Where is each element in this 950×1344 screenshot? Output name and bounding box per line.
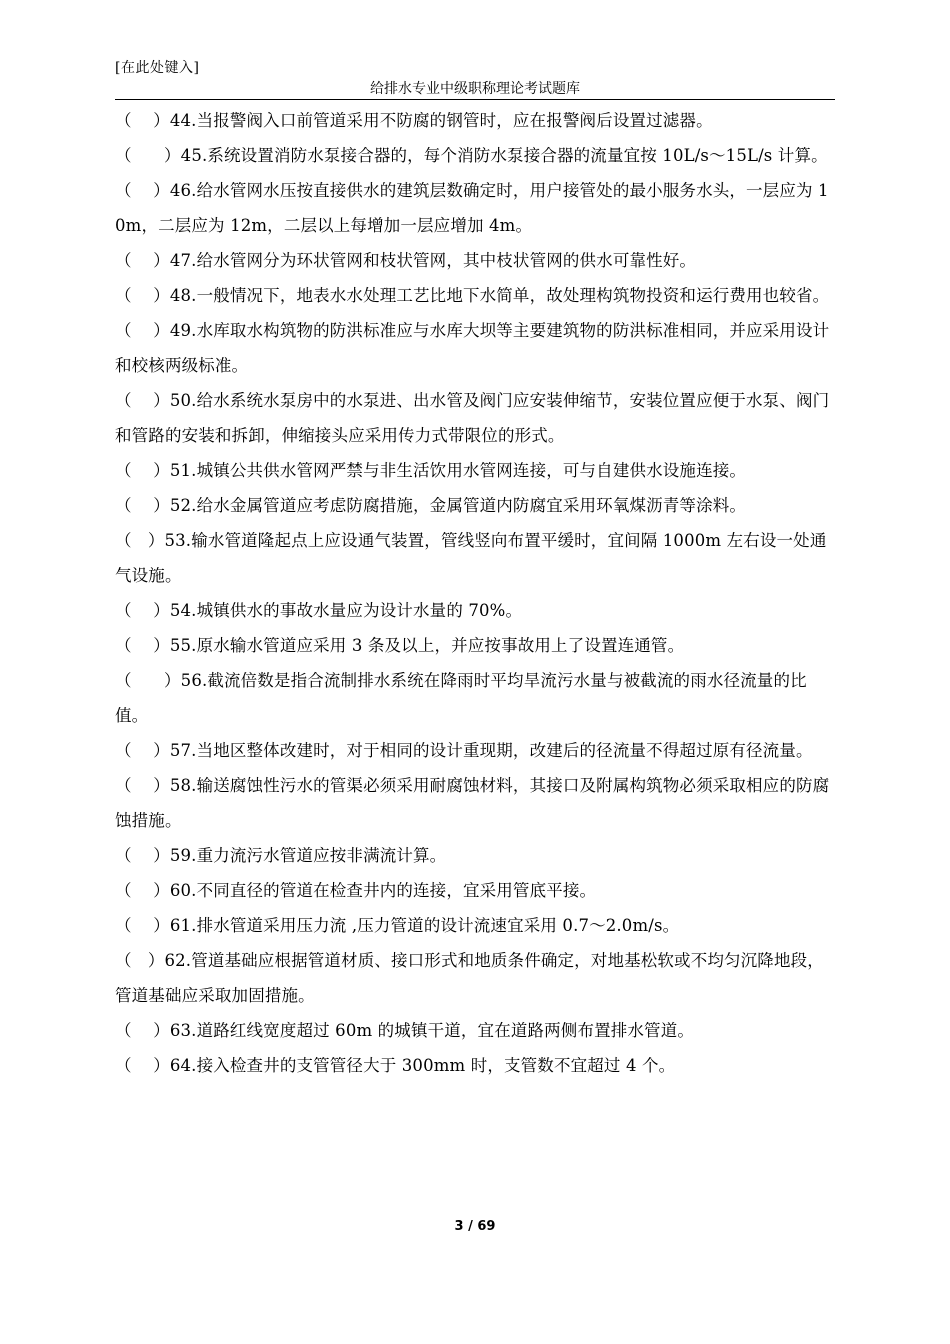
answer-blank: （ ）: [115, 321, 170, 340]
question-item: [115, 768, 838, 838]
question-text: 56.截流倍数是指合流制排水系统在降雨时平均旱流污水量与被截流的雨水径流量的比值。: [115, 671, 807, 725]
question-text: 61.排水管道采用压力流 ,压力管道的设计流速宜采用 0.7～2.0m/s。: [169, 916, 680, 935]
question-list: [115, 103, 838, 1083]
page-number: 3: [454, 1219, 464, 1234]
question-item: [115, 1013, 838, 1048]
question-item: [115, 243, 838, 278]
header-divider: [115, 99, 835, 100]
question-item: [115, 1048, 838, 1083]
page-separator: /: [468, 1219, 473, 1234]
question-item: [115, 908, 838, 943]
question-text: 50.给水系统水泵房中的水泵进、出水管及阀门应安装伸缩节，安装位置应便于水泵、阀门和管路的安装和拆卸，伸缩接头应采用传力式带限位的形式。: [115, 391, 830, 445]
header-title: 给排水专业中级职称理论考试题库: [370, 81, 580, 97]
question-text: 52.给水金属管道应考虑防腐措施，金属管道内防腐宜采用环氧煤沥青等涂料。: [169, 496, 747, 515]
question-text: 57.当地区整体改建时，对于相同的设计重现期，改建后的径流量不得超过原有径流量。: [169, 741, 813, 760]
answer-blank: （ ）: [115, 916, 170, 935]
answer-blank: （ ）: [115, 601, 170, 620]
question-item: [115, 733, 838, 768]
question-text: 49.水库取水构筑物的防洪标准应与水库大坝等主要建筑物的防洪标准相同，并应采用设计和校核两级标准。: [115, 321, 830, 375]
question-item: [115, 523, 838, 593]
answer-blank: （ ）: [115, 496, 170, 515]
total-pages: 69: [477, 1219, 496, 1234]
question-item: [115, 873, 838, 908]
header-placeholder: [在此处键入]: [115, 60, 200, 76]
question-item: [115, 943, 838, 1013]
question-text: 58.输送腐蚀性污水的管渠必须采用耐腐蚀材料，其接口及附属构筑物必须采取相应的防腐蚀措施。: [115, 776, 830, 830]
question-item: [115, 278, 838, 313]
question-item: [115, 383, 838, 453]
question-text: 59.重力流污水管道应按非满流计算。: [169, 846, 447, 865]
answer-blank: （ ）: [115, 461, 170, 480]
answer-blank: （ ）: [115, 776, 170, 795]
question-item: [115, 103, 838, 138]
answer-blank: （ ）: [115, 881, 170, 900]
answer-blank: （ ）: [115, 951, 165, 970]
answer-blank: （ ）: [115, 1021, 170, 1040]
answer-blank: （ ）: [115, 671, 181, 690]
question-text: 64.接入检查井的支管管径大于 300mm 时，支管数不宜超过 4 个。: [169, 1056, 676, 1075]
answer-blank: （ ）: [115, 531, 165, 550]
question-item: [115, 488, 838, 523]
question-item: [115, 628, 838, 663]
question-item: [115, 838, 838, 873]
answer-blank: （ ）: [115, 391, 170, 410]
question-text: 54.城镇供水的事故水量应为设计水量的 70%。: [169, 601, 523, 620]
question-text: 63.道路红线宽度超过 60m 的城镇干道，宜在道路两侧布置排水管道。: [169, 1021, 695, 1040]
page-footer: [0, 1219, 950, 1234]
question-text: 55.原水输水管道应采用 3 条及以上，并应按事故用上了设置连通管。: [169, 636, 685, 655]
question-item: [115, 173, 838, 243]
question-text: 44.当报警阀入口前管道采用不防腐的钢管时，应在报警阀后设置过滤器。: [169, 111, 713, 130]
question-text: 46.给水管网水压按直接供水的建筑层数确定时，用户接管处的最小服务水头，一层应为 10m，二层应为 12m，二层以上每增加一层应增加 4m。: [115, 181, 829, 235]
answer-blank: （ ）: [115, 741, 170, 760]
answer-blank: （ ）: [115, 1056, 170, 1075]
question-text: 48.一般情况下，地表水水处理工艺比地下水简单，故处理构筑物投资和运行费用也较省。: [169, 286, 830, 305]
question-text: 62.管道基础应根据管道材质、接口形式和地质条件确定，对地基松软或不均匀沉降地段，管道基础应采取加固措施。: [115, 951, 824, 1005]
answer-blank: （ ）: [115, 181, 170, 200]
question-text: 45.系统设置消防水泵接合器的，每个消防水泵接合器的流量宜按 10L/s～15L/s 计算。: [180, 146, 828, 165]
question-text: 47.给水管网分为环状管网和枝状管网，其中枝状管网的供水可靠性好。: [169, 251, 697, 270]
answer-blank: （ ）: [115, 286, 170, 305]
question-text: 53.输水管道隆起点上应设通气装置，管线竖向布置平缓时，宜间隔 1000m 左右设一处通气设施。: [115, 531, 827, 585]
answer-blank: （ ）: [115, 636, 170, 655]
question-item: [115, 453, 838, 488]
question-text: 60.不同直径的管道在检查井内的连接，宜采用管底平接。: [169, 881, 597, 900]
answer-blank: （ ）: [115, 111, 170, 130]
question-item: [115, 313, 838, 383]
question-item: [115, 663, 838, 733]
question-text: 51.城镇公共供水管网严禁与非生活饮用水管网连接，可与自建供水设施连接。: [169, 461, 747, 480]
question-item: [115, 138, 838, 173]
answer-blank: （ ）: [115, 251, 170, 270]
question-item: [115, 593, 838, 628]
answer-blank: （ ）: [115, 846, 170, 865]
answer-blank: （ ）: [115, 146, 181, 165]
